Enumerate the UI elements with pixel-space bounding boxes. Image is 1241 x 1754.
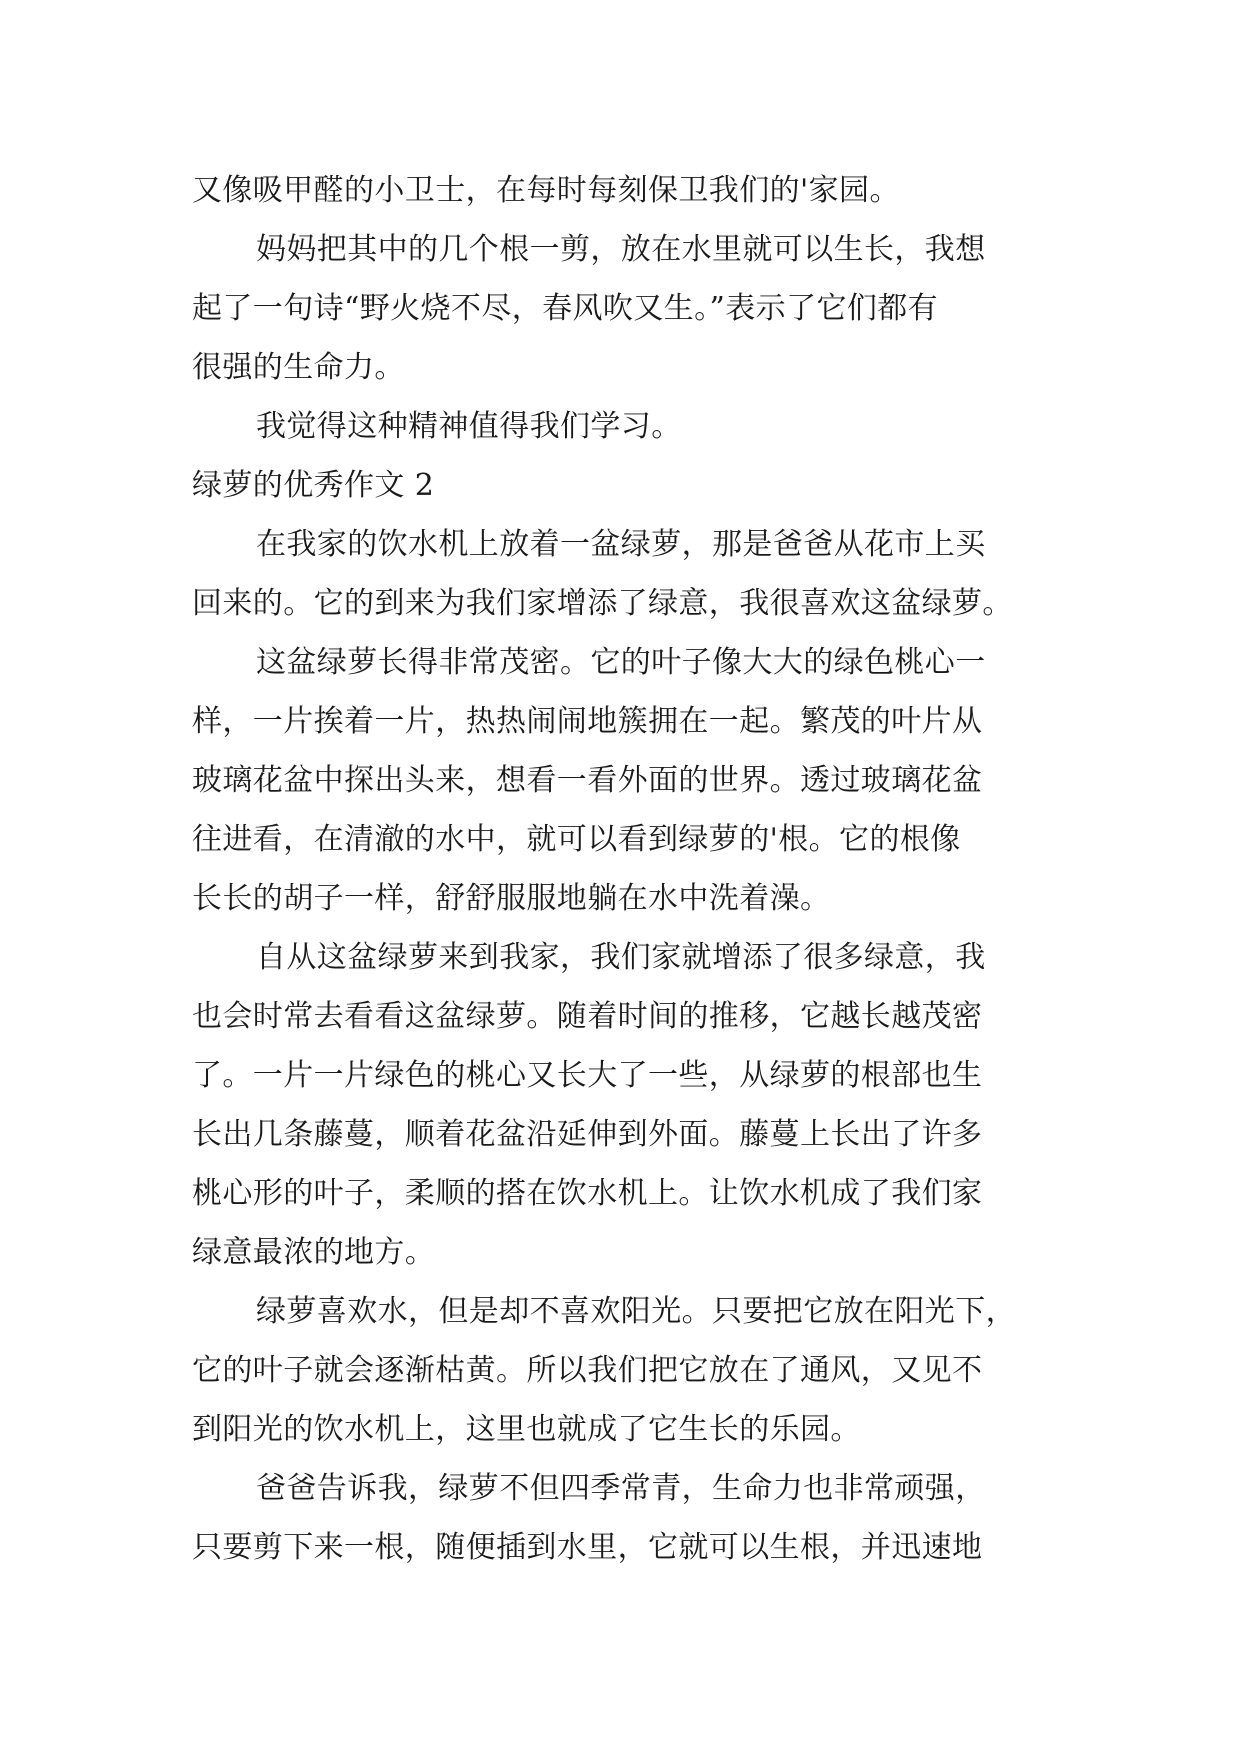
text-line: 起了一句诗“野火烧不尽，春风吹又生。”表示了它们都有	[192, 291, 939, 326]
text-line: 它的叶子就会逐渐枯黄。所以我们把它放在了通风，又见不	[192, 1353, 983, 1388]
text-line: 长长的胡子一样，舒舒服服地躺在水中洗着澡。	[192, 881, 831, 916]
paragraph-start-line: 在我家的饮水机上放着一盆绿萝，那是爸爸从花市上买	[256, 527, 986, 562]
paragraph-start-line: 自从这盆绿萝来到我家，我们家就增添了很多绿意，我	[256, 940, 986, 975]
paragraph-start-line: 绿萝喜欢水，但是却不喜欢阳光。只要把它放在阳光下，	[256, 1294, 1016, 1329]
paragraph-start-line: 妈妈把其中的几个根一剪，放在水里就可以生长，我想	[256, 232, 986, 267]
paragraph-start-line: 爸爸告诉我，绿萝不但四季常青，生命力也非常顽强，	[256, 1471, 986, 1506]
paragraph-start-line: 这盆绿萝长得非常茂密。它的叶子像大大的绿色桃心一	[256, 645, 986, 680]
text-line: 到阳光的饮水机上，这里也就成了它生长的乐园。	[192, 1412, 861, 1447]
text-line: 了。一片一片绿色的桃心又长大了一些，从绿萝的根部也生	[192, 1058, 983, 1093]
text-line: 回来的。它的到来为我们家增添了绿意，我很喜欢这盆绿萝。	[192, 586, 1013, 621]
text-line: 玻璃花盆中探出头来，想看一看外面的世界。透过玻璃花盆	[192, 763, 983, 798]
paragraph-start-line: 我觉得这种精神值得我们学习。	[256, 409, 682, 444]
text-line: 桃心形的叶子，柔顺的搭在饮水机上。让饮水机成了我们家	[192, 1176, 983, 1211]
text-line: 绿意最浓的地方。	[192, 1235, 436, 1270]
section-heading: 绿萝的优秀作文 2	[192, 468, 435, 503]
text-line: 很强的生命力。	[192, 350, 405, 385]
text-line: 长出几条藤蔓，顺着花盆沿延伸到外面。藤蔓上长出了许多	[192, 1117, 983, 1152]
text-line: 往进看，在清澈的水中，就可以看到绿萝的'根。它的根像	[192, 822, 961, 857]
text-line: 只要剪下来一根，随便插到水里，它就可以生根，并迅速地	[192, 1530, 983, 1565]
document-body	[192, 161, 1062, 1577]
text-line: 样，一片挨着一片，热热闹闹地簇拥在一起。繁茂的叶片从	[192, 704, 983, 739]
text-line: 也会时常去看看这盆绿萝。随着时间的推移，它越长越茂密	[192, 999, 983, 1034]
text-line: 又像吸甲醛的小卫士，在每时每刻保卫我们的'家园。	[192, 173, 900, 208]
